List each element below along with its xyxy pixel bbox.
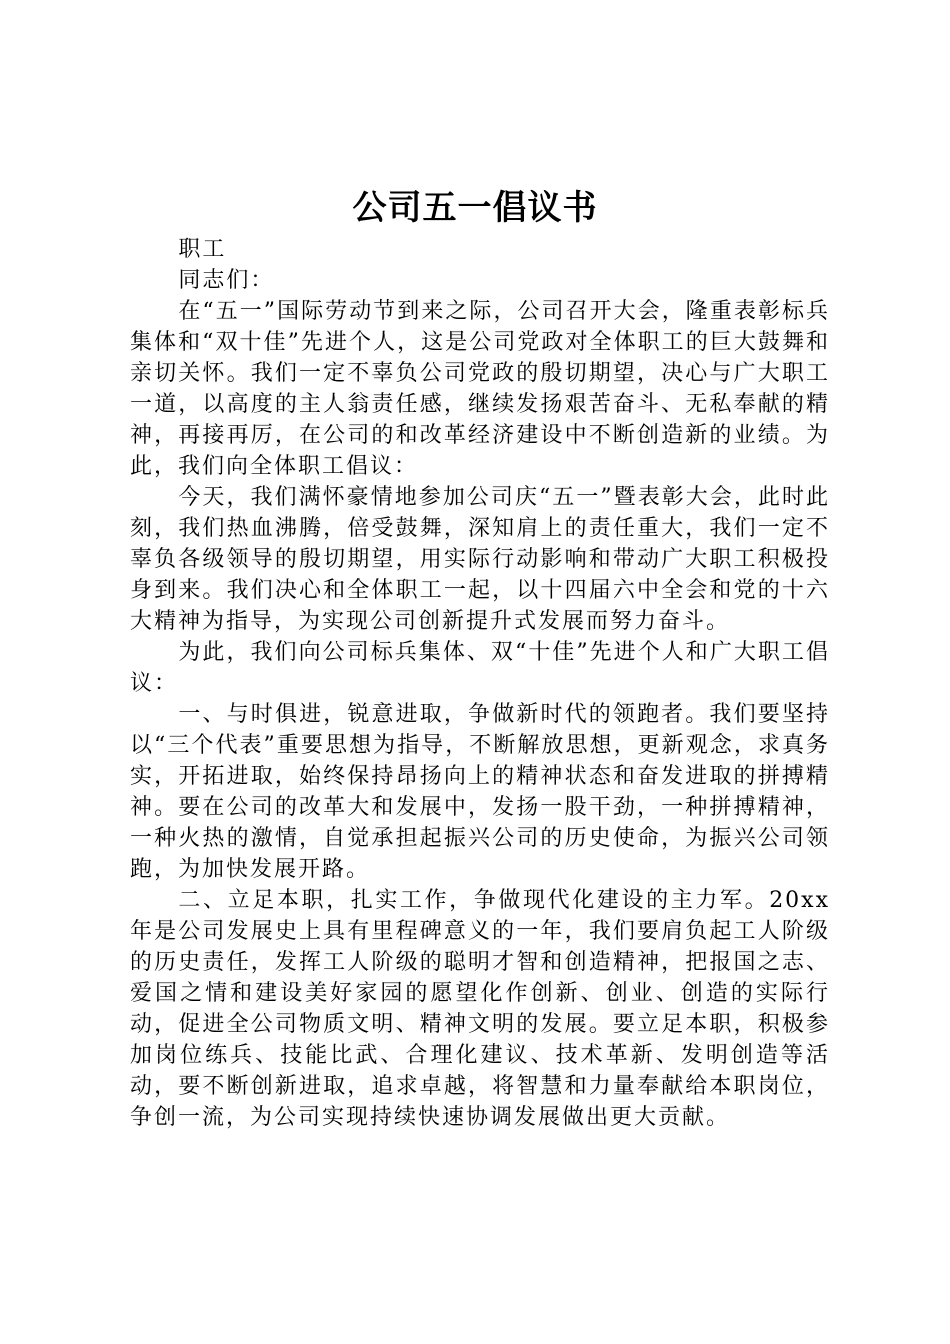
addressee-line: 职工 — [178, 237, 227, 262]
document-body — [130, 234, 830, 1133]
body-paragraph: 为此，我们向公司标兵集体、双“十佳”先进个人和广大职工倡议： — [130, 640, 830, 696]
body-paragraph: 一、与时俱进，锐意进取，争做新时代的领跑者。我们要坚持以“三个代表”重要思想为指导，不断解放思想，更新观念，求真务实，开拓进取，始终保持昂扬向上的精神状态和奋发进取的拼搏精神。要在公司的改革大和发展中，发扬一股干劲，一种拼搏精神，一种火热的激情，自觉承担起振兴公司的历史使命，为振兴公司领跑，为加快发展开路。 — [130, 702, 830, 882]
body-paragraph: 二、立足本职，扎实工作，争做现代化建设的主力军。20xx年是公司发展史上具有里程碑意义的一年，我们要肩负起工人阶级的历史责任，发挥工人阶级的聪明才智和创造精神，把报国之志、爱国之情和建设美好家园的愿望化作创新、创业、创造的实际行动，促进全公司物质文明、精神文明的发展。要立足本职，积极参加岗位练兵、技能比武、合理化建议、技术革新、发明创造等活动，要不断创新进取，追求卓越，将智慧和力量奉献给本职岗位，争创一流，为公司实现持续快速协调发展做出更大贡献。 — [130, 888, 830, 1130]
body-paragraph: 在“五一”国际劳动节到来之际，公司召开大会，隆重表彰标兵集体和“双十佳”先进个人，这是公司党政对全体职工的巨大鼓舞和亲切关怀。我们一定不辜负公司党政的殷切期望，决心与广大职工一道，以高度的主人翁责任感，继续发扬艰苦奋斗、无私奉献的精神，再接再厉，在公司的和改革经济建设中不断创造新的业绩。为此，我们向全体职工倡议： — [130, 299, 830, 479]
document-title: 公司五一倡议书 — [352, 188, 598, 228]
body-paragraph: 今天，我们满怀豪情地参加公司庆“五一”暨表彰大会，此时此刻，我们热血沸腾，倍受鼓舞，深知肩上的责任重大，我们一定不辜负各级领导的殷切期望，用实际行动影响和带动广大职工积极投身到来。我们决心和全体职工一起，以十四届六中全会和党的十六大精神为指导，为实现公司创新提升式发展而努力奋斗。 — [130, 485, 830, 634]
greeting-line: 同志们： — [178, 268, 275, 293]
